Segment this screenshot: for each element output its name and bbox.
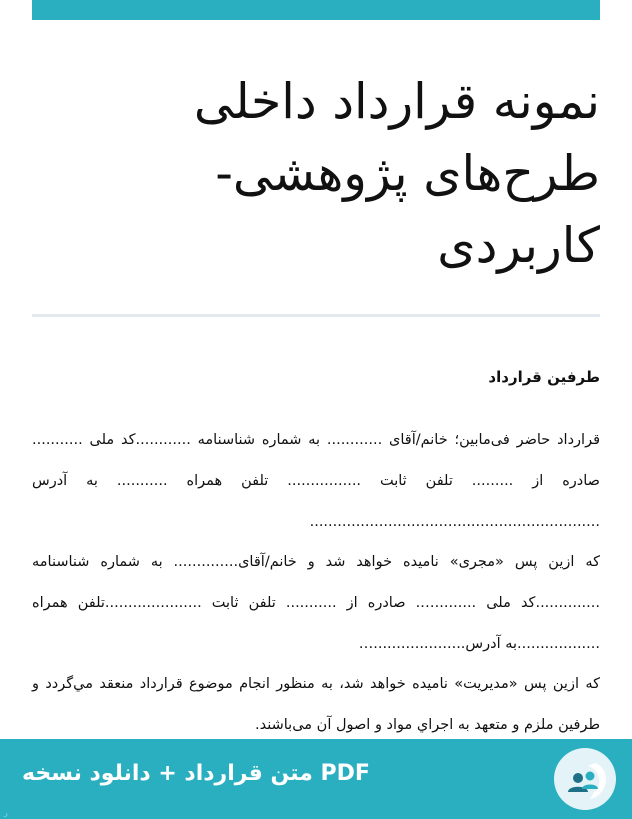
title-line-3: کاربردی: [437, 217, 600, 274]
paragraph-second-party: که ازین پس «مجری» نامیده خواهد شد و خانم/آقای.............. به شماره شناسنامه ..............کد ملی .........…. صادره از ........... تلفن ثابت .....................تلفن همراه ..................به آدرس....................…: [32, 554, 600, 652]
top-accent-bar: [32, 0, 600, 20]
document-title: [32, 66, 600, 282]
paragraph-obligations: که ازین پس «مدیریت» نامیده خواهد شد، به منظور انجام موضوع قرارداد منعقد مي‌گردد و طرفين ملزم و متعهد به اجراي مواد و اصول آن می‌باشند.: [32, 676, 600, 733]
footer-logo-badge: [554, 748, 616, 810]
download-banner[interactable]: [0, 739, 632, 819]
people-chat-icon: [554, 748, 616, 810]
edge-mark: ر: [4, 808, 8, 817]
title-line-1: نمونه قرارداد داخلی: [193, 73, 600, 130]
download-banner-label[interactable]: متن قرارداد + دانلود نسخه PDF: [22, 761, 370, 786]
section-heading: طرفین قرارداد: [488, 368, 600, 386]
title-line-2: طرح‌های پژوهشی-: [215, 145, 600, 202]
title-divider: [32, 314, 600, 317]
paragraph-first-party: قرارداد حاضر فی‌مابین؛ خانم/آقای ............ به شماره شناسنامه ............کد ملی ........... صادره از ......... تلفن ثابت ................ تلفن همراه ........... به آدرس ...............................................................: [32, 432, 600, 530]
